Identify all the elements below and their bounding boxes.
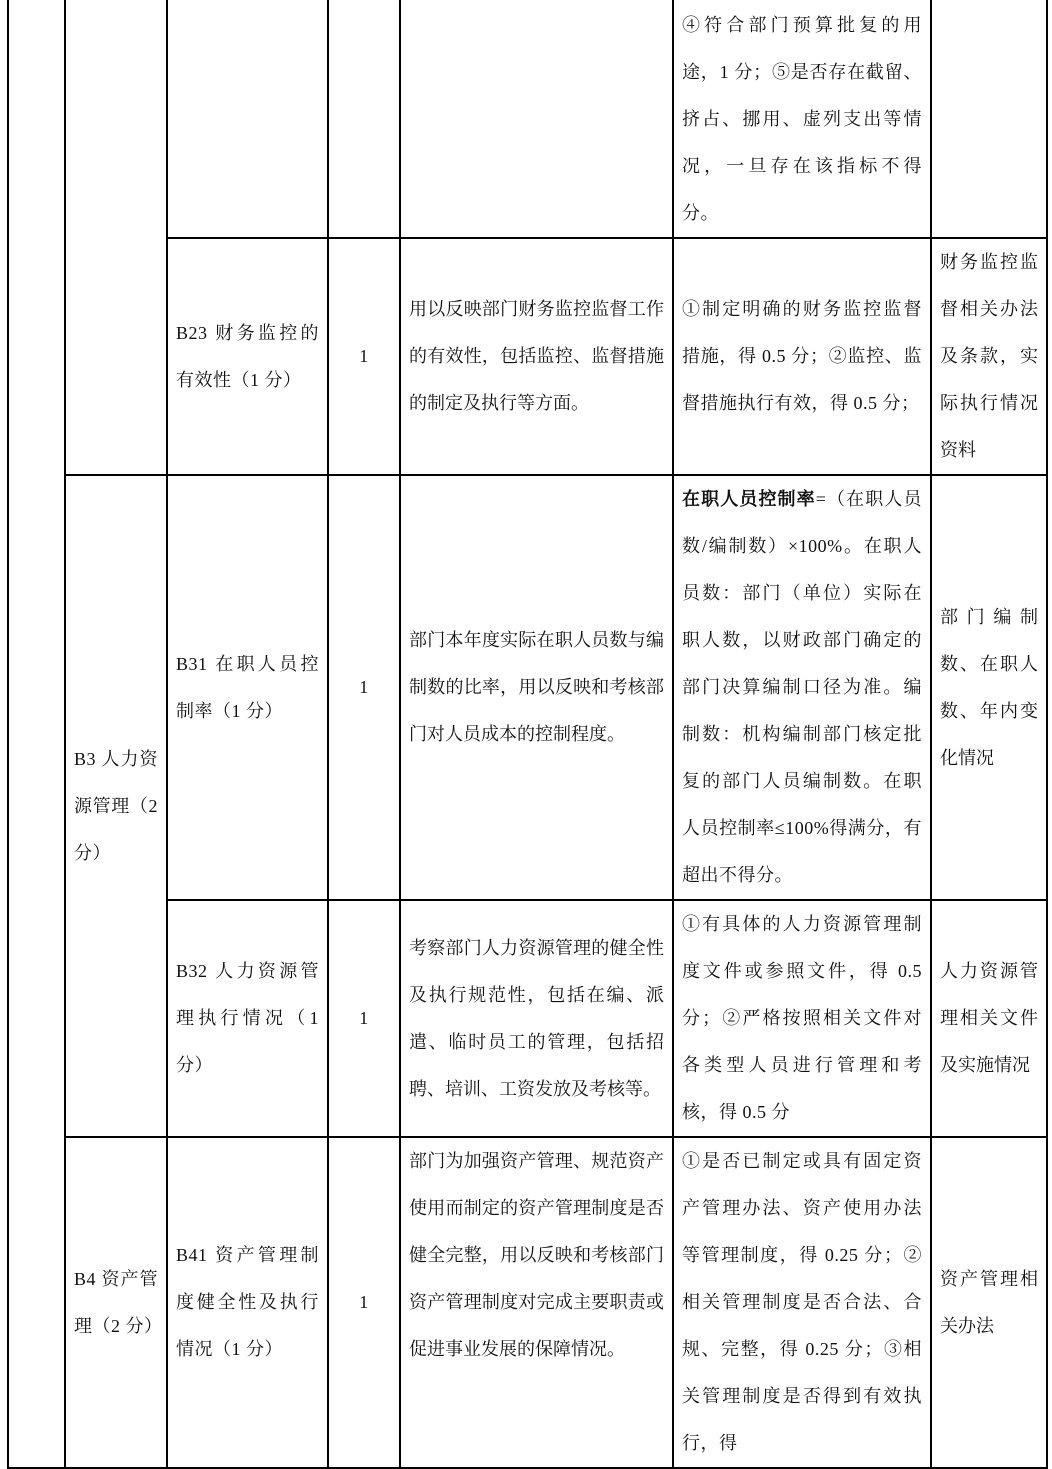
criteria-cell: ④符合部门预算批复的用途，1 分；⑤是否存在截留、挤占、挪用、虚列支出等情况，一旦存在该指标不得分。 (673, 0, 931, 238)
description-cell: 部门为加强资产管理、规范资产使用而制定的资产管理制度是否健全完整，用以反映和考核部门资产管理制度对完成主要职责或促进事业发展的保障情况。 (400, 1137, 673, 1468)
score-cell: 1 (328, 900, 400, 1137)
category-cell: B4 资产管理（2 分） (65, 1137, 167, 1468)
indicator-cell: B32 人力资源管理执行情况（1 分） (167, 900, 328, 1137)
criteria-cell: ①制定明确的财务监控监督措施，得 0.5 分；②监控、监督措施执行有效，得 0.5 分； (673, 238, 931, 475)
materials-cell: 部门编制数、在职人数、年内变化情况 (931, 475, 1047, 900)
score-cell: 1 (328, 475, 400, 900)
description-cell: 部门本年度实际在职人员数与编制数的比率，用以反映和考核部门对人员成本的控制程度。 (400, 475, 673, 900)
indicator-cell: B31 在职人员控制率（1 分） (167, 475, 328, 900)
criteria-cell (673, 475, 931, 900)
criteria-formula-label: 在职人员控制率 (682, 489, 816, 510)
category-cell: B3 人力资源管理（2 分） (65, 475, 167, 1137)
description-cell: 考察部门人力资源管理的健全性及执行规范性，包括在编、派遣、临时员工的管理，包括招聘、培训、工资发放及考核等。 (400, 900, 673, 1137)
outer-category-cell (8, 0, 65, 1468)
criteria-cell: ①是否已制定或具有固定资产管理办法、资产使用办法等管理制度，得 0.25 分；②相关管理制度是否合法、合规、完整，得 0.25 分；③相关管理制度是否得到有效执行，得 (673, 1137, 931, 1468)
score-cell: 1 (328, 1137, 400, 1468)
materials-cell: 人力资源管理相关文件及实施情况 (931, 900, 1047, 1137)
evaluation-table (7, 0, 1048, 1469)
criteria-formula-text: =（在职人员数/编制数）×100%。在职人员数：部门（单位）实际在职人数，以财政部门确定的部门决算编制口径为准。编制数：机构编制部门核定批复的部门人员编制数。在职人员控制率≤100%得满分，有超出不得分。 (682, 489, 923, 885)
score-cell: 1 (328, 238, 400, 475)
category-cell (65, 0, 167, 475)
table-row (8, 1137, 1047, 1468)
materials-cell: 资产管理相关办法 (931, 1137, 1047, 1468)
table-row (8, 475, 1047, 900)
materials-cell (931, 0, 1047, 238)
indicator-cell: B41 资产管理制度健全性及执行情况（1 分） (167, 1137, 328, 1468)
table-row (8, 0, 1047, 238)
criteria-cell: ①有具体的人力资源管理制度文件或参照文件，得 0.5 分；②严格按照相关文件对各类型人员进行管理和考核，得 0.5 分 (673, 900, 931, 1137)
indicator-cell (167, 0, 328, 238)
indicator-cell: B23 财务监控的有效性（1 分） (167, 238, 328, 475)
score-cell (328, 0, 400, 238)
materials-cell: 财务监控监督相关办法及条款，实际执行情况资料 (931, 238, 1047, 475)
description-cell (400, 0, 673, 238)
description-cell: 用以反映部门财务监控监督工作的有效性，包括监控、监督措施的制定及执行等方面。 (400, 238, 673, 475)
